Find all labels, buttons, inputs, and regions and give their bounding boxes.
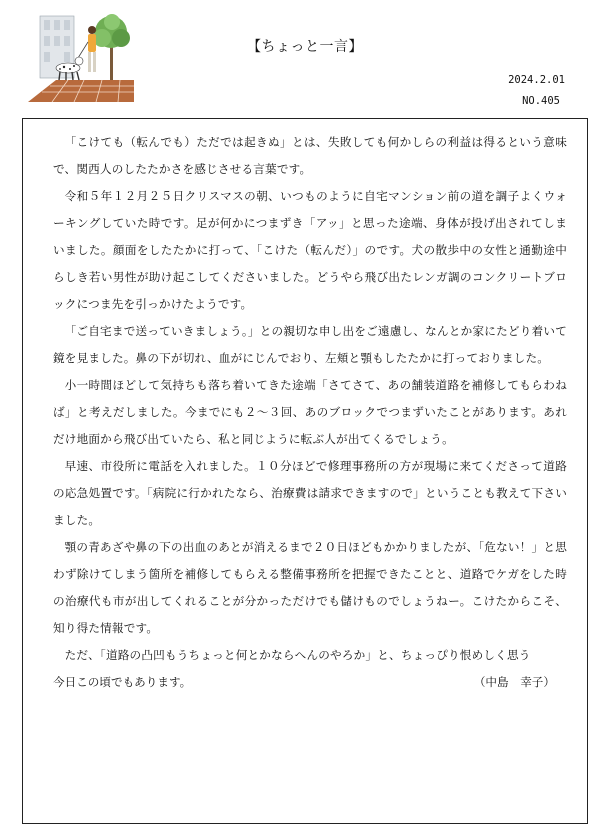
essay-author: （中島 幸子） (473, 675, 555, 689)
issue-number: NO.405 (522, 95, 560, 107)
essay-closing-text: 今日この頃でもあります。 (53, 675, 192, 689)
essay-paragraph: 「ご自宅まで送っていきましょう。」との親切な申し出をご遠慮し、なんとか家にたどり着いて鏡を見ました。鼻の下が切れ、血がにじんでおり、左頬と顎もしたたかに打っておりました。 (53, 324, 567, 365)
essay-box (22, 118, 588, 824)
closing-line (53, 669, 567, 696)
essay-paragraph: 「こけても（転んでも）ただでは起きぬ」とは、失敗しても何かしらの利益は得るという意味で、関西人のしたたかさを感じさせる言葉です。 (53, 135, 567, 176)
essay-paragraph: 令和５年１２月２５日クリスマスの朝、いつものように自宅マンション前の道を調子よくウォーキングしていた時です。足が何かにつまずき「アッ」と思った途端、身体が投げ出されてしまいました。顔面をしたたかに打って、「こけた（転んだ）」のです。犬の散歩中の女性と通勤途中らしき若い男性が助け起こしてくださいました。どうやら飛び出たレンガ調のコンクリートブロックにつま先を引っかけたようです。 (53, 189, 568, 311)
newsletter-title: 【ちょっと一言】 (247, 39, 363, 55)
header-illustration (22, 10, 134, 102)
issue-date: 2024.2.01 (508, 74, 565, 86)
essay-body (53, 129, 567, 696)
essay-paragraph: 顎の青あざや鼻の下の出血のあとが消えるまで２０日ほどもかかりましたが、「危ない！」と思わず除けてしまう箇所を補修してもらえる整備事務所を把握できたことと、道路でケガをした時の治療代も市が出してくれることが分かっただけでも儲けものでしょうねー。こけたからこそ、知り得た情報です。 (53, 540, 567, 635)
essay-paragraph: 早速、市役所に電話を入れました。１０分ほどで修理事務所の方が現場に来てくださって道路の応急処置です。「病院に行かれたなら、治療費は請求できますので」ということも教えて下さいました。 (53, 459, 567, 527)
essay-paragraph: 小一時間ほどして気持ちも落ち着いてきた途端「さてさて、あの舗装道路を補修してもらわねば」と考えだしました。今までにも２〜３回、あのブロックでつまずいたことがあります。あれだけ地面から飛び出ていたら、私と同じように転ぶ人が出てくるでしょう。 (53, 378, 567, 446)
essay-paragraph: ただ、「道路の凸凹もうちょっと何とかならへんのやろか」と、ちょっぴり恨めしく思う (64, 648, 531, 662)
